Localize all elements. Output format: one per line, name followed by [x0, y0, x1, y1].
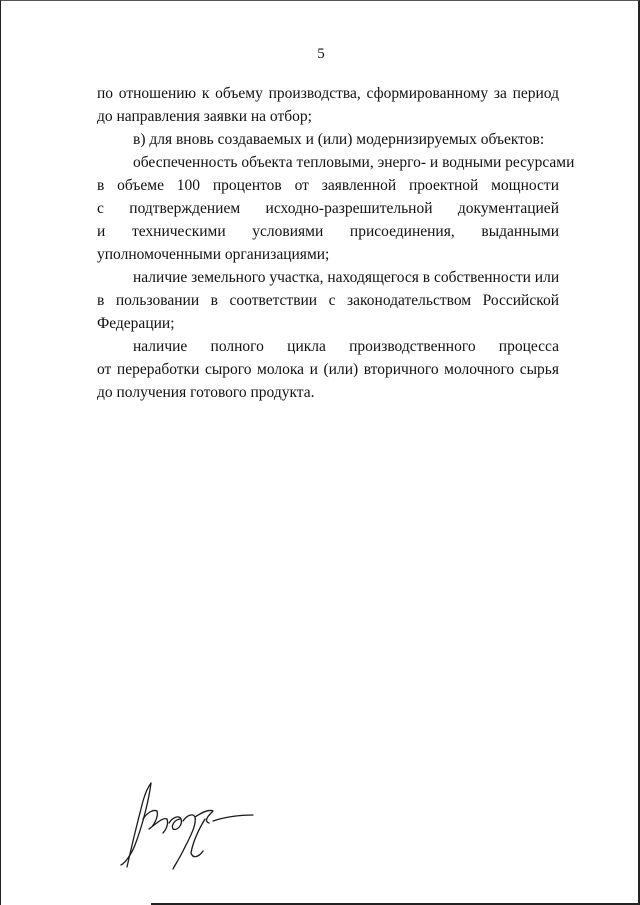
handwritten-signature	[113, 779, 263, 874]
text-line: от переработки сырого молока и (или) вторичного молочного сырья	[97, 361, 559, 378]
text-line: в) для вновь создаваемых и (или) модернизируемых объектов:	[133, 131, 545, 148]
text-line: обеспеченность объекта тепловыми, энерго- и водными ресурсами	[133, 154, 575, 171]
text-line: в объеме 100 процентов от заявленной проектной мощности	[97, 177, 559, 194]
text-line: с подтверждением исходно-разрешительной документацией	[97, 200, 559, 217]
document-body	[97, 82, 575, 404]
text-line: и техническими условиями присоединения, выданными	[97, 223, 559, 240]
text-line: по отношению к объему производства, сформированному за период	[97, 85, 559, 102]
text-line: до направления заявки на отбор;	[97, 108, 312, 125]
text-line: уполномоченными организациями;	[97, 246, 330, 263]
text-line: наличие земельного участка, находящегося в собственности или	[133, 269, 560, 286]
text-line: до получения готового продукта.	[97, 384, 315, 401]
page-number: 5	[317, 46, 325, 62]
text-line: Федерации;	[97, 315, 175, 332]
text-line: наличие полного цикла производственного процесса	[133, 338, 559, 355]
text-line: в пользовании в соответствии с законодательством Российской	[97, 292, 559, 309]
